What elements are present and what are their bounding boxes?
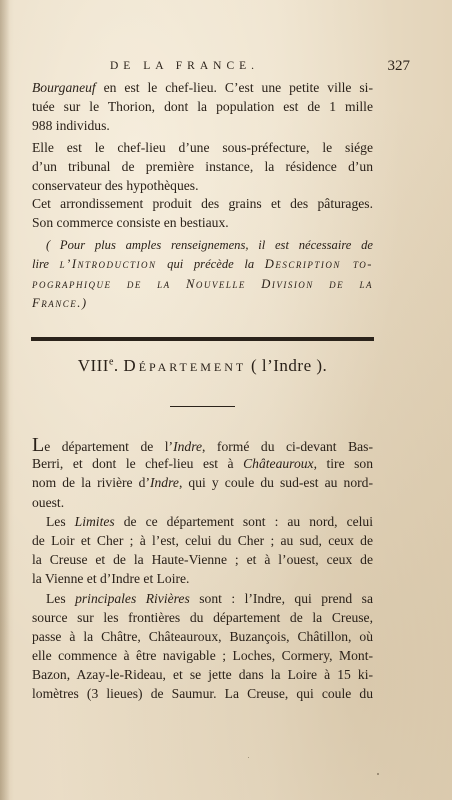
text-line: 988 individus. <box>32 118 110 134</box>
drop-cap: L <box>32 435 45 455</box>
note-line: lire l’Introduction qui précède la Description to- <box>32 257 373 272</box>
short-rule-divider <box>170 406 235 407</box>
note-line: pographique de la Nouvelle Division de la <box>32 276 373 291</box>
text-line: passe à la Châtre, Châteauroux, Buzançois, Châtillon, où <box>32 628 373 644</box>
paper-speck <box>377 773 379 775</box>
text-line: Le département de l’Indre, formé du ci-devant Bas- <box>32 435 373 455</box>
text-line: d’un tribunal de première instance, la résidence d’un <box>32 159 373 175</box>
text-line: Berri, et dont le chef-lieu est à Châteauroux, tire son <box>32 456 373 472</box>
text-line: la Creuse et de la Haute-Vienne ; et à l’ouest, ceux de <box>32 552 373 568</box>
text-line: Son commerce consiste en bestiaux. <box>32 215 229 231</box>
text-line: Bazon, Azay-le-Rideau, et se jette dans la Loire à 15 ki- <box>32 667 373 683</box>
binding-shadow <box>0 0 10 800</box>
note-line: ( Pour plus amples renseignemens, il est nécessaire de <box>46 238 373 252</box>
paper-speck <box>248 757 249 758</box>
note-line: France.) <box>32 296 87 311</box>
page-number: 327 <box>387 58 410 74</box>
section-number-suffix: e <box>108 356 114 368</box>
department-description <box>32 435 373 704</box>
text-line: ouest. <box>32 494 65 510</box>
page-header <box>110 58 410 78</box>
text-line: source sur les frontières du département de la Creuse, <box>32 609 373 625</box>
text-line: Bourganeuf en est le chef-lieu. C’est une petite ville si- <box>32 80 373 95</box>
running-head: DE LA FRANCE. <box>110 60 260 72</box>
paragraph-bourganeuf <box>32 78 373 136</box>
text-line: conservateur des hypothèques. <box>32 178 199 194</box>
text-line: nom de la rivière d’Indre, qui y coule du sud-est au nord- <box>32 475 373 491</box>
section-heading: VIIIe. Département ( l’Indre ). <box>77 356 328 375</box>
section-subject: ( l’Indre ). <box>250 356 328 375</box>
paragraph-arrondissement <box>32 194 373 232</box>
reference-note <box>32 236 373 314</box>
section-number: VIII <box>77 356 109 375</box>
text-line: tuée sur le Thorion, dont la population est de 1 mille <box>32 99 373 115</box>
text-line: la Vienne et d’Indre et Loire. <box>32 571 190 587</box>
text-line: Les principales Rivières sont : l’Indre, qui prend sa <box>46 590 373 606</box>
section-label: Département <box>123 356 247 375</box>
text-line: elle commence à être navigable ; Loches, Cormery, Mont- <box>32 648 373 664</box>
text-line: Elle est le chef-lieu d’une sous-préfecture, le siége <box>32 140 373 155</box>
text-line: Les Limites de ce département sont : au nord, celui <box>46 513 373 529</box>
paragraph-sous-prefecture <box>32 138 373 196</box>
double-rule-divider <box>31 337 374 341</box>
text-line: de Loir et Cher ; à l’est, celui du Cher ; au sud, ceux de <box>32 532 373 548</box>
text-line: lomètres (3 lieues) de Saumur. La Creuse, qui coule du <box>32 686 373 702</box>
text-line: Cet arrondissement produit des grains et des pâturages. <box>32 196 373 211</box>
